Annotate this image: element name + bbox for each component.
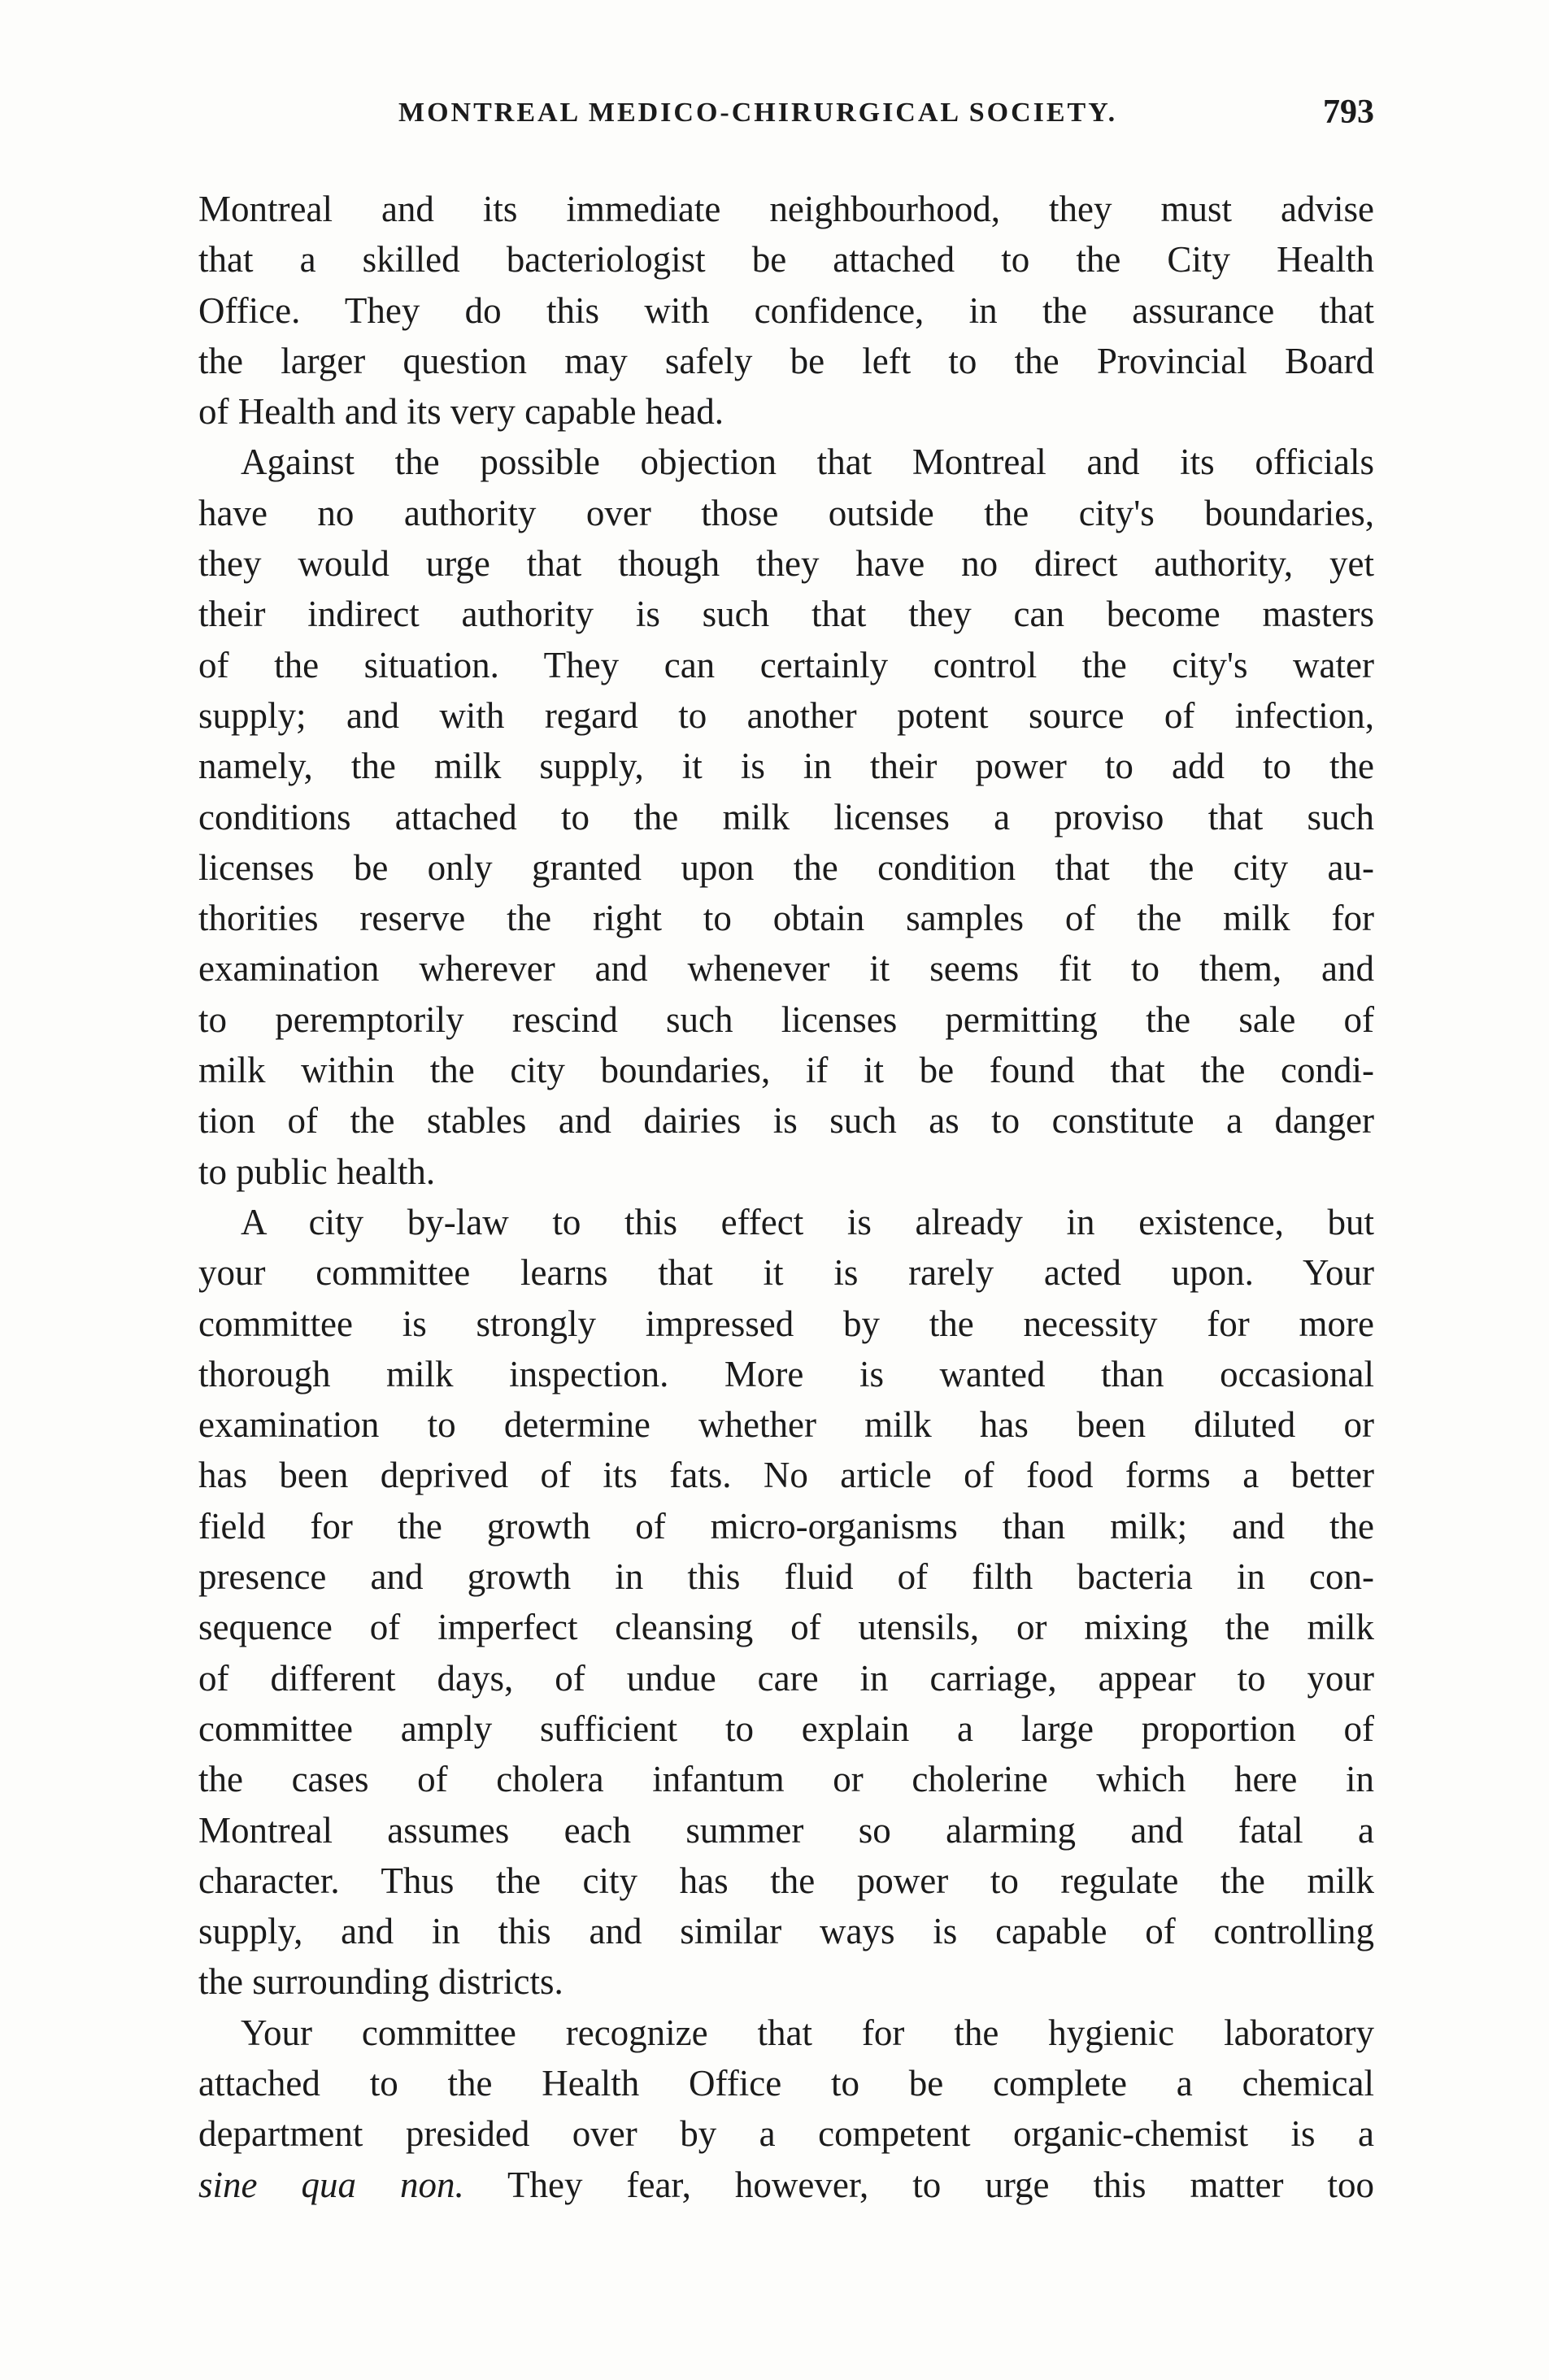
latin-phrase: sine qua non. (198, 2164, 464, 2205)
text-line: tion of the stables and dairies is such as to constitute a danger (198, 1100, 1374, 1142)
text-line: presence and growth in this fluid of filth bacteria in con- (198, 1556, 1374, 1598)
text-line: attached to the Health Office to be complete a chemical (198, 2062, 1374, 2104)
text-line: Against the possible objection that Montreal and its officials (241, 442, 1374, 483)
body-text (198, 184, 1374, 2210)
text-line: of Health and its very capable head. (198, 391, 724, 433)
text-line: examination wherever and whenever it seems fit to them, and (198, 948, 1374, 990)
text-line: have no authority over those outside the city's boundaries, (198, 492, 1374, 533)
text-line: department presided over by a competent organic-chemist is a (198, 2113, 1374, 2155)
text-line: their indirect authority is such that they can become masters (198, 594, 1374, 635)
text-line: examination to determine whether milk has been diluted or (198, 1404, 1374, 1446)
text-line: of different days, of undue care in carriage, appear to your (198, 1657, 1374, 1699)
text-line: the surrounding districts. (198, 1961, 563, 2003)
text-line: has been deprived of its fats. No article of food forms a better (198, 1455, 1374, 1496)
text-line: supply, and in this and similar ways is capable of controlling (198, 1911, 1374, 1952)
text-line: they would urge that though they have no direct authority, yet (198, 543, 1374, 585)
text-line: field for the growth of micro-organisms than milk; and the (198, 1505, 1374, 1547)
text-line: to peremptorily rescind such licenses permitting the sale of (198, 999, 1374, 1040)
text-line: conditions attached to the milk licenses a proviso that such (198, 796, 1374, 838)
text-line: the larger question may safely be left to the Provincial Board (198, 340, 1374, 381)
text-line: that a skilled bacteriologist be attached to the City Health (198, 239, 1374, 281)
page-number: 793 (1323, 94, 1374, 131)
text-line: thorities reserve the right to obtain samples of the milk for (198, 898, 1374, 939)
text-line: of the situation. They can certainly control the city's water (198, 644, 1374, 685)
text-line: milk within the city boundaries, if it be found that the condi- (198, 1050, 1374, 1091)
text-line: to public health. (198, 1151, 436, 1192)
text-line: the cases of cholera infantum or cholerine which here in (198, 1759, 1374, 1800)
text-line: thorough milk inspection. More is wanted than occasional (198, 1353, 1374, 1394)
text-line: supply; and with regard to another potent source of infection, (198, 694, 1374, 736)
page-header (195, 94, 1374, 146)
text-line: character. Thus the city has the power to regulate the milk (198, 1860, 1374, 1901)
text-line: your committee learns that it is rarely acted upon. Your (198, 1252, 1374, 1294)
text-line-final (198, 2160, 1374, 2210)
text-line: sequence of imperfect cleansing of utensils, or mixing the milk (198, 1607, 1374, 1648)
text-line: Montreal and its immediate neighbourhood, they must advise (198, 189, 1374, 229)
text-line: A city by-law to this effect is already in existence, but (241, 1201, 1374, 1242)
text-line: committee amply sufficient to explain a large proportion of (198, 1708, 1374, 1749)
text-line-final-rest: They fear, however, to urge this matter too (463, 2164, 1374, 2205)
text-line: committee is strongly impressed by the necessity for more (198, 1303, 1374, 1344)
text-line: Your committee recognize that for the hygienic laboratory (241, 2012, 1374, 2053)
text-line: namely, the milk supply, it is in their power to add to the (198, 746, 1374, 787)
text-line: Office. They do this with confidence, in the assurance that (198, 289, 1374, 331)
text-line: licenses be only granted upon the condition that the city au- (198, 846, 1374, 888)
running-head: MONTREAL MEDICO-CHIRURGICAL SOCIETY. (398, 98, 1118, 128)
text-line: Montreal assumes each summer so alarming and fatal a (198, 1809, 1374, 1851)
